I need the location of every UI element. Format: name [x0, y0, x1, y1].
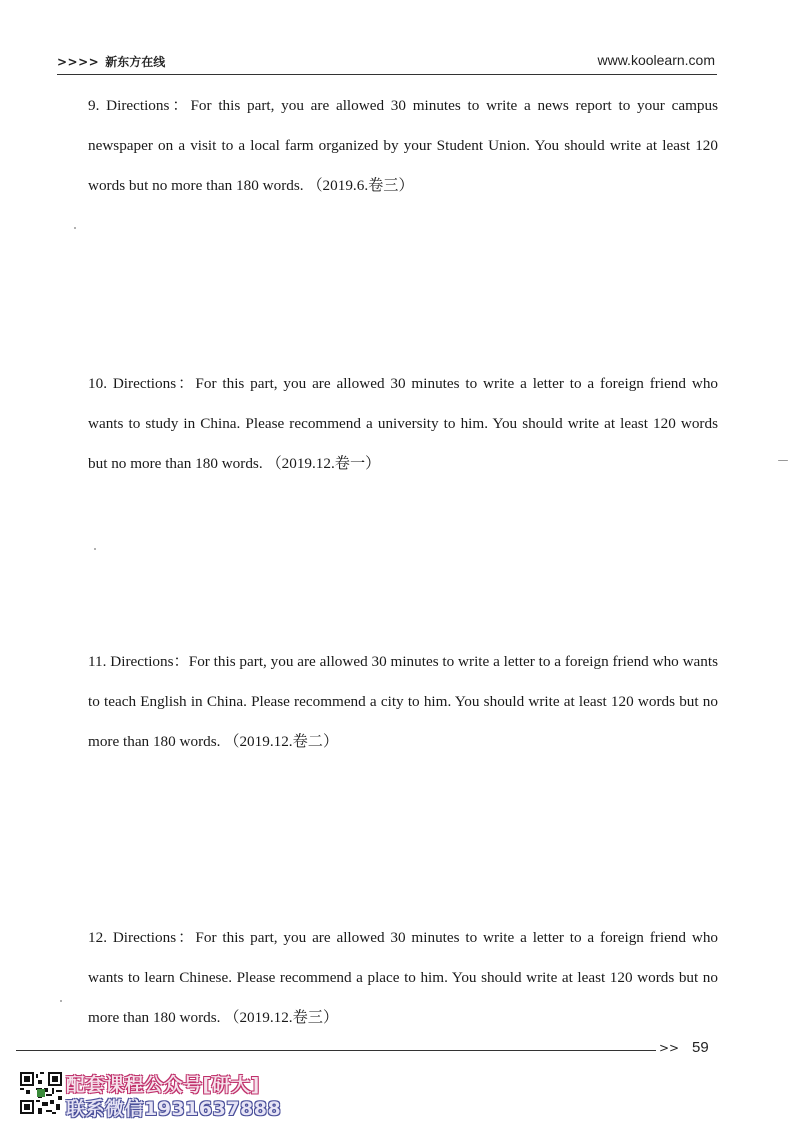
- question-text: For this part, you are allowed 30 minutes to write a letter to a foreign friend who wants to study in China. Please recommend a university to him. You should write at least 120 words but no more than 180 words.: [88, 375, 719, 472]
- directions-label: Directions：: [112, 375, 196, 392]
- scan-speck: [60, 1000, 62, 1002]
- directions-label: Directions：: [106, 97, 191, 114]
- question-source: （2019.6.卷三）: [307, 177, 414, 194]
- directions-label: Directions：: [110, 653, 189, 670]
- question-text: For this part, you are allowed 30 minutes to write a news report to your campus newspaper on a visit to a local farm organized by your Student Union. You should write at least 120 words but no more than 180 words.: [88, 97, 718, 194]
- question-source: （2019.12.卷二）: [224, 733, 339, 750]
- page-number: 59: [692, 1039, 709, 1056]
- question-number: 9.: [88, 97, 100, 114]
- question-10: [88, 364, 718, 484]
- qr-code-icon: [20, 1072, 62, 1114]
- brand-name: 新东方在线: [105, 55, 166, 69]
- promo-watermark-line-1: 配套课程公众号[研大]: [66, 1074, 260, 1096]
- scan-speck: [778, 460, 788, 461]
- question-text: For this part, you are allowed 30 minutes to write a letter to a foreign friend who wants to teach English in China. Please recommend a city to him. You should write at least 120 words but no more than 180 words.: [88, 653, 719, 750]
- header-brand: [57, 53, 165, 70]
- footer-rule: [16, 1050, 656, 1051]
- header-url: www.koolearn.com: [597, 52, 715, 68]
- page-header: [57, 52, 717, 75]
- header-arrows: >>>>: [57, 55, 100, 69]
- question-source: （2019.12.卷三）: [224, 1009, 339, 1026]
- scan-speck: [94, 548, 96, 550]
- question-9: [88, 86, 718, 206]
- question-11: [88, 642, 718, 762]
- question-number: 10.: [88, 375, 107, 392]
- promo-watermark-line-2: 联系微信1931637888: [66, 1098, 282, 1120]
- question-12: [88, 918, 718, 1038]
- directions-label: Directions：: [112, 929, 196, 946]
- footer-arrows: >>: [659, 1041, 680, 1055]
- question-number: 12.: [88, 929, 107, 946]
- question-number: 11.: [88, 653, 107, 670]
- scan-speck: [74, 227, 76, 229]
- question-text: For this part, you are allowed 30 minutes to write a letter to a foreign friend who wants to learn Chinese. Please recommend a place to him. You should write at least 120 words but no more than 180 words.: [88, 929, 719, 1026]
- question-source: （2019.12.卷一）: [266, 455, 381, 472]
